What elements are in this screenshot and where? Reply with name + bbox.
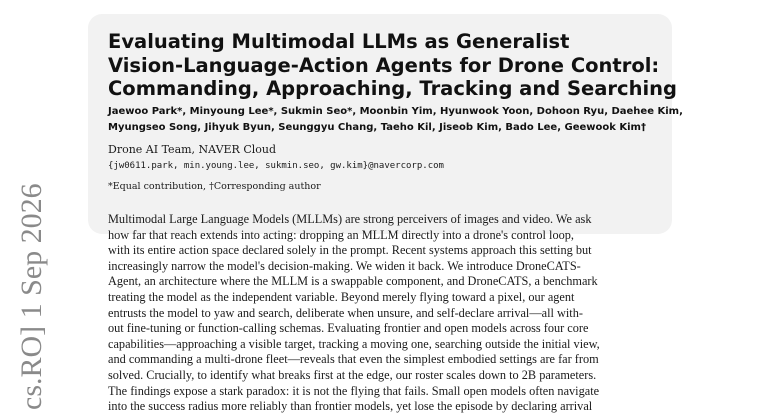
affiliation: Drone AI Team, NAVER Cloud	[108, 143, 277, 156]
contribution-footnote: *Equal contribution, †Corresponding author	[108, 181, 321, 192]
arxiv-identifier-stamp: cs.RO] 1 Sep 2026	[15, 183, 48, 410]
title-line: Vision-Language-Action Agents for Drone Control:	[108, 53, 660, 77]
abstract-line: solved. Crucially, to identify what breaks first at the edge, our roster scales down to 2B parameters.	[108, 367, 597, 382]
abstract-line: Multimodal Large Language Models (MLLMs) are strong perceivers of images and video. We ask	[108, 212, 592, 226]
abstract-line: and commanding a multi-drone fleet—reveals that even the simplest embodied settings are far from	[108, 352, 599, 367]
author-emails: {jw0611.park, min.young.lee, sukmin.seo, gw.kim}@navercorp.com	[108, 161, 444, 171]
abstract-line: The findings expose a stark paradox: it is not the flying that fails. Small open models often navigate	[108, 383, 600, 398]
abstract-line: into the success radius more reliably than frontier models, yet lose the episode by declaring arrival	[108, 399, 593, 414]
abstract-line: treating the model as the independent variable. Beyond merely flying toward a pixel, our agent	[108, 289, 575, 304]
abstract-line: with its entire action space declared solely in the prompt. Recent systems approach this setting but	[108, 243, 592, 258]
abstract-line: Agent, an architecture where the MLLM is a swappable component, and DroneCATS, a benchmark	[108, 274, 598, 289]
author-list	[108, 104, 683, 136]
title-line: Commanding, Approaching, Tracking and Searching	[108, 77, 677, 100]
title-line: Evaluating Multimodal LLMs as Generalist	[108, 30, 570, 53]
abstract-body	[108, 212, 654, 415]
abstract-line: how far that reach extends into acting: dropping an MLLM directly into a drone's control loop,	[108, 227, 574, 242]
paper-title	[108, 30, 677, 101]
abstract-line: increasingly narrow the model's decision-making. We widen it back. We introduce DroneCATS-	[108, 258, 581, 273]
author-line: Jaewoo Park*, Minyoung Lee*, Sukmin Seo*, Moonbin Yim, Hyunwook Yoon, Dohoon Ryu, Daehee Kim,	[108, 106, 683, 117]
abstract-line: entrusts the model to yaw and search, deliberate when unsure, and self-declare arrival—all with-	[108, 305, 583, 320]
author-line: Myungseo Song, Jihyuk Byun, Seunggyu Chang, Taeho Kil, Jiseob Kim, Bado Lee, Geewook Kim†	[108, 122, 646, 133]
abstract-line: capabilities—approaching a visible target, tracking a moving one, searching outside the initial view,	[108, 336, 600, 351]
abstract-line: out fine-tuning or function-calling schemas. Evaluating frontier and open models across four core	[108, 321, 589, 336]
